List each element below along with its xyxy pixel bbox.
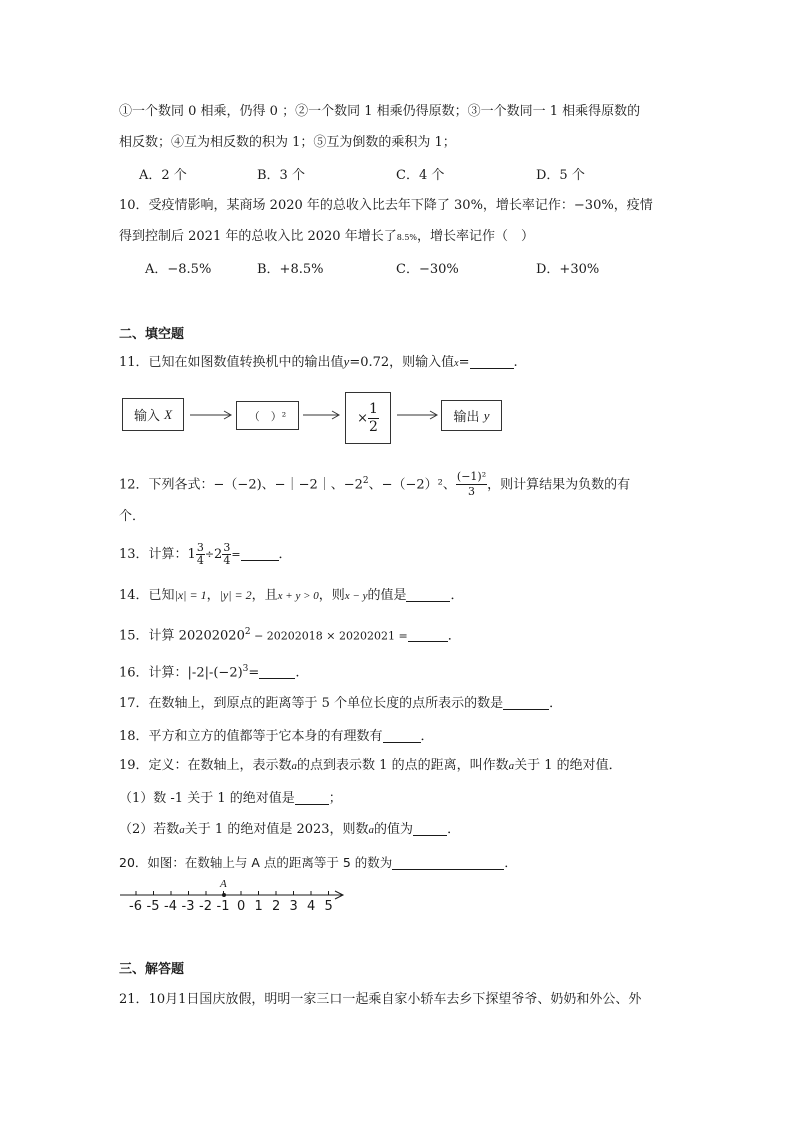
point-a-dot (222, 893, 226, 897)
section-solve-title: 三、解答题 (119, 962, 185, 977)
q14-abs-y: |y| = 2 (219, 588, 252, 602)
q12-frac-num: (−1)² (456, 470, 487, 484)
q10-option-d: D．+30% (536, 262, 600, 277)
q10-line2-a: 得到控制后 2021 年的总收入比 2020 年增长了 (119, 229, 397, 244)
number-line-tick-label: 5 (324, 899, 333, 914)
q15-end: ． (447, 628, 461, 644)
q14-cond: x + y > 0 (277, 590, 319, 602)
q9-line2: 相反数；④互为相反数的积为 1；⑤互为倒数的乘积为 1； (119, 135, 456, 150)
q11-var-x: x (454, 358, 459, 369)
q19-sub1-answer-blank[interactable] (295, 790, 329, 805)
q11-text-a: 11．已知在如图数值转换机中的输出值 (119, 355, 344, 370)
q10-options (0, 258, 794, 278)
section-fill-in-title: 二、填空题 (119, 327, 185, 342)
q14-text-c: ，则 (318, 588, 345, 603)
q14-end: ． (450, 588, 464, 603)
q11-text-c: = (458, 355, 470, 370)
q19-var-a-2: a (508, 760, 515, 772)
q15-sup: 2 (244, 627, 251, 637)
q18-end: ． (420, 729, 434, 744)
q10-line2 (119, 227, 534, 248)
q19-sub2-end: ． (447, 822, 461, 837)
q13-m2-den: 4 (223, 554, 231, 567)
q14-text-a: 14．已知 (119, 588, 175, 603)
q17-end: ． (549, 696, 563, 711)
number-line-tick-label: 1 (254, 899, 263, 914)
q16-sup: 3 (242, 664, 249, 674)
q12-text-c: ，则计算结果为负数的有 (487, 477, 631, 493)
q19-sub1-text: （1）数 -1 关于 1 的绝对值是 (119, 791, 295, 806)
q14-answer-blank[interactable] (406, 587, 450, 602)
q18-text: 18．平方和立方的值都等于它本身的有理数有 (119, 729, 383, 744)
q21-line: 21．10月1日国庆放假，明明一家三口一起乘自家小轿车去乡下探望爷爷、奶奶和外公、外 (119, 992, 642, 1007)
q15-text-a: 15．计算 20202020 (119, 628, 245, 644)
q17-answer-blank[interactable] (503, 695, 549, 710)
q19-var-a: a (291, 760, 298, 772)
q14-abs-x: |x| = 1 (174, 588, 207, 602)
q13-text-a: 13．计算： (119, 547, 188, 562)
q14-text-b: ，且 (251, 588, 278, 603)
q13-line (119, 540, 292, 570)
q13-m2-whole: 2 (214, 547, 223, 562)
q16-text-a: 16．计算：|-2|-(−2) (119, 665, 243, 681)
q13-m2-num: 3 (223, 541, 231, 554)
q13-op: ÷ (204, 548, 215, 561)
input-box (122, 398, 184, 431)
output-label: 输出 (453, 410, 480, 425)
square-box: （ ）² (236, 401, 299, 430)
output-var: y (483, 407, 490, 423)
q9-option-d: D．5 个 (536, 168, 585, 183)
number-line-tick-label: 3 (289, 899, 298, 914)
q15-text-b: − 20202018 × 20202021 = (250, 629, 408, 643)
q15-answer-blank[interactable] (408, 627, 448, 642)
half-fraction (368, 401, 379, 436)
q10-option-a: A．−8.5% (145, 262, 212, 277)
q16-line (119, 659, 299, 683)
q13-eq: = (231, 548, 241, 561)
q14-line (119, 585, 464, 606)
q12-fraction (456, 470, 487, 499)
q13-m1-frac (196, 542, 205, 567)
q9-option-a: A．2 个 (139, 168, 187, 183)
number-line-tick-label: -3 (181, 899, 195, 914)
half-num: 1 (368, 400, 378, 417)
arrow-3 (391, 405, 441, 425)
q16-end: . (295, 665, 300, 681)
q10-option-c: C．−30% (396, 262, 459, 277)
times-sign: × (357, 410, 368, 426)
q13-m1-num: 3 (196, 541, 204, 554)
q11-text: 11．已知在如图数值转换机中的输出值y=0.72，则输入值x= . (119, 354, 518, 370)
number-line-tick-label: -2 (199, 899, 212, 914)
q12-frac-den: 3 (468, 485, 476, 499)
q20-end: ． (504, 855, 517, 870)
q19-sub2-answer-blank[interactable] (413, 821, 447, 836)
q9-option-b: B．3 个 (257, 168, 305, 183)
q19-sub2-a: （2）若数 (119, 822, 180, 837)
q19-sub1-end: ； (328, 791, 342, 806)
q14-text-d: 的值是 (367, 588, 407, 603)
number-line-tick-label: 0 (237, 899, 246, 914)
q19-sub2-var-a: a (179, 824, 185, 836)
q10-small-rate: 8.5% (396, 233, 418, 242)
q17-text: 17．在数轴上，到原点的距离等于 5 个单位长度的点所表示的数是 (119, 696, 504, 711)
q13-m1-den: 4 (196, 554, 204, 567)
arrow-1 (184, 405, 236, 425)
q19-text-b: 的点到表示数 1 的点的距离，叫作数 (297, 758, 509, 773)
q11-text-b: =0.72，则输入值 (349, 355, 455, 370)
q18-answer-blank[interactable] (383, 728, 421, 743)
q19-sub2-var-a-2: a (368, 824, 375, 836)
q14-comma: ， (206, 588, 220, 603)
number-line-tick-label: 4 (307, 899, 316, 914)
q9-options (0, 164, 794, 184)
q19-sub2-c: 的值为 (374, 822, 414, 837)
number-line-tick-label: -6 (129, 899, 142, 914)
q12-text-b: 、−（−2）²、 (368, 477, 456, 493)
q11-answer-blank[interactable] (470, 354, 514, 369)
q18-line (119, 727, 434, 747)
input-var: X (164, 406, 173, 422)
half-den: 2 (368, 418, 378, 435)
q16-answer-blank[interactable] (259, 664, 295, 679)
q10-option-b: B．+8.5% (257, 262, 324, 277)
q9-line1: ①一个数同 0 相乘，仍得 0 ；②一个数同 1 相乘仍得原数；③一个数同一 1 相乘得原数的 (119, 104, 641, 119)
number-line-tick-label: 2 (272, 899, 281, 914)
number-line-tick-label: -1 (216, 899, 230, 914)
arrow-2 (299, 405, 345, 425)
input-label: 输入 (133, 409, 160, 424)
q15-line (119, 622, 461, 646)
q14-expr: x − y (344, 590, 368, 602)
q19-sub2 (119, 820, 460, 840)
q13-m2-frac (222, 542, 231, 567)
q20-answer-blank[interactable] (392, 855, 504, 870)
q11-var-y: y (343, 354, 350, 369)
q10-line1: 10．受疫情影响，某商场 2020 年的总收入比去年下降了 30%，增长率记作：−30%，疫情 (119, 198, 653, 213)
q17-line (119, 694, 562, 714)
q20-line (119, 853, 517, 873)
q19-text-c: 关于 1 的绝对值． (514, 758, 622, 773)
point-a-label: A (220, 878, 227, 890)
q19-text-a: 19．定义：在数轴上，表示数 (119, 758, 292, 773)
q13-m1-whole: 1 (187, 547, 196, 562)
q13-answer-blank[interactable] (241, 546, 279, 561)
q19-line (119, 756, 622, 776)
q10-line2-b: ，增长率记作（ ） (417, 229, 535, 244)
multiply-box (345, 392, 391, 444)
output-box (441, 400, 502, 431)
q20-text: 20．如图：在数轴上与 A 点的距离等于 5 的数为 (119, 855, 393, 870)
number-line-tick-label: -5 (146, 899, 160, 914)
q13-end: ． (278, 547, 292, 562)
q12-line2: 个． (119, 509, 146, 524)
q12-sup: 2 (362, 476, 369, 486)
q12-line1 (119, 464, 630, 498)
number-line-tick-label: -4 (164, 899, 177, 914)
q12-text-a: 12．下列各式：−（−2)、−｜−2｜、−2 (119, 477, 363, 493)
q19-sub1 (119, 789, 342, 809)
q19-sub2-b: 关于 1 的绝对值是 2023，则数 (184, 822, 369, 837)
q9-option-c: C．4 个 (396, 168, 445, 183)
q16-text-b: = (248, 665, 260, 681)
